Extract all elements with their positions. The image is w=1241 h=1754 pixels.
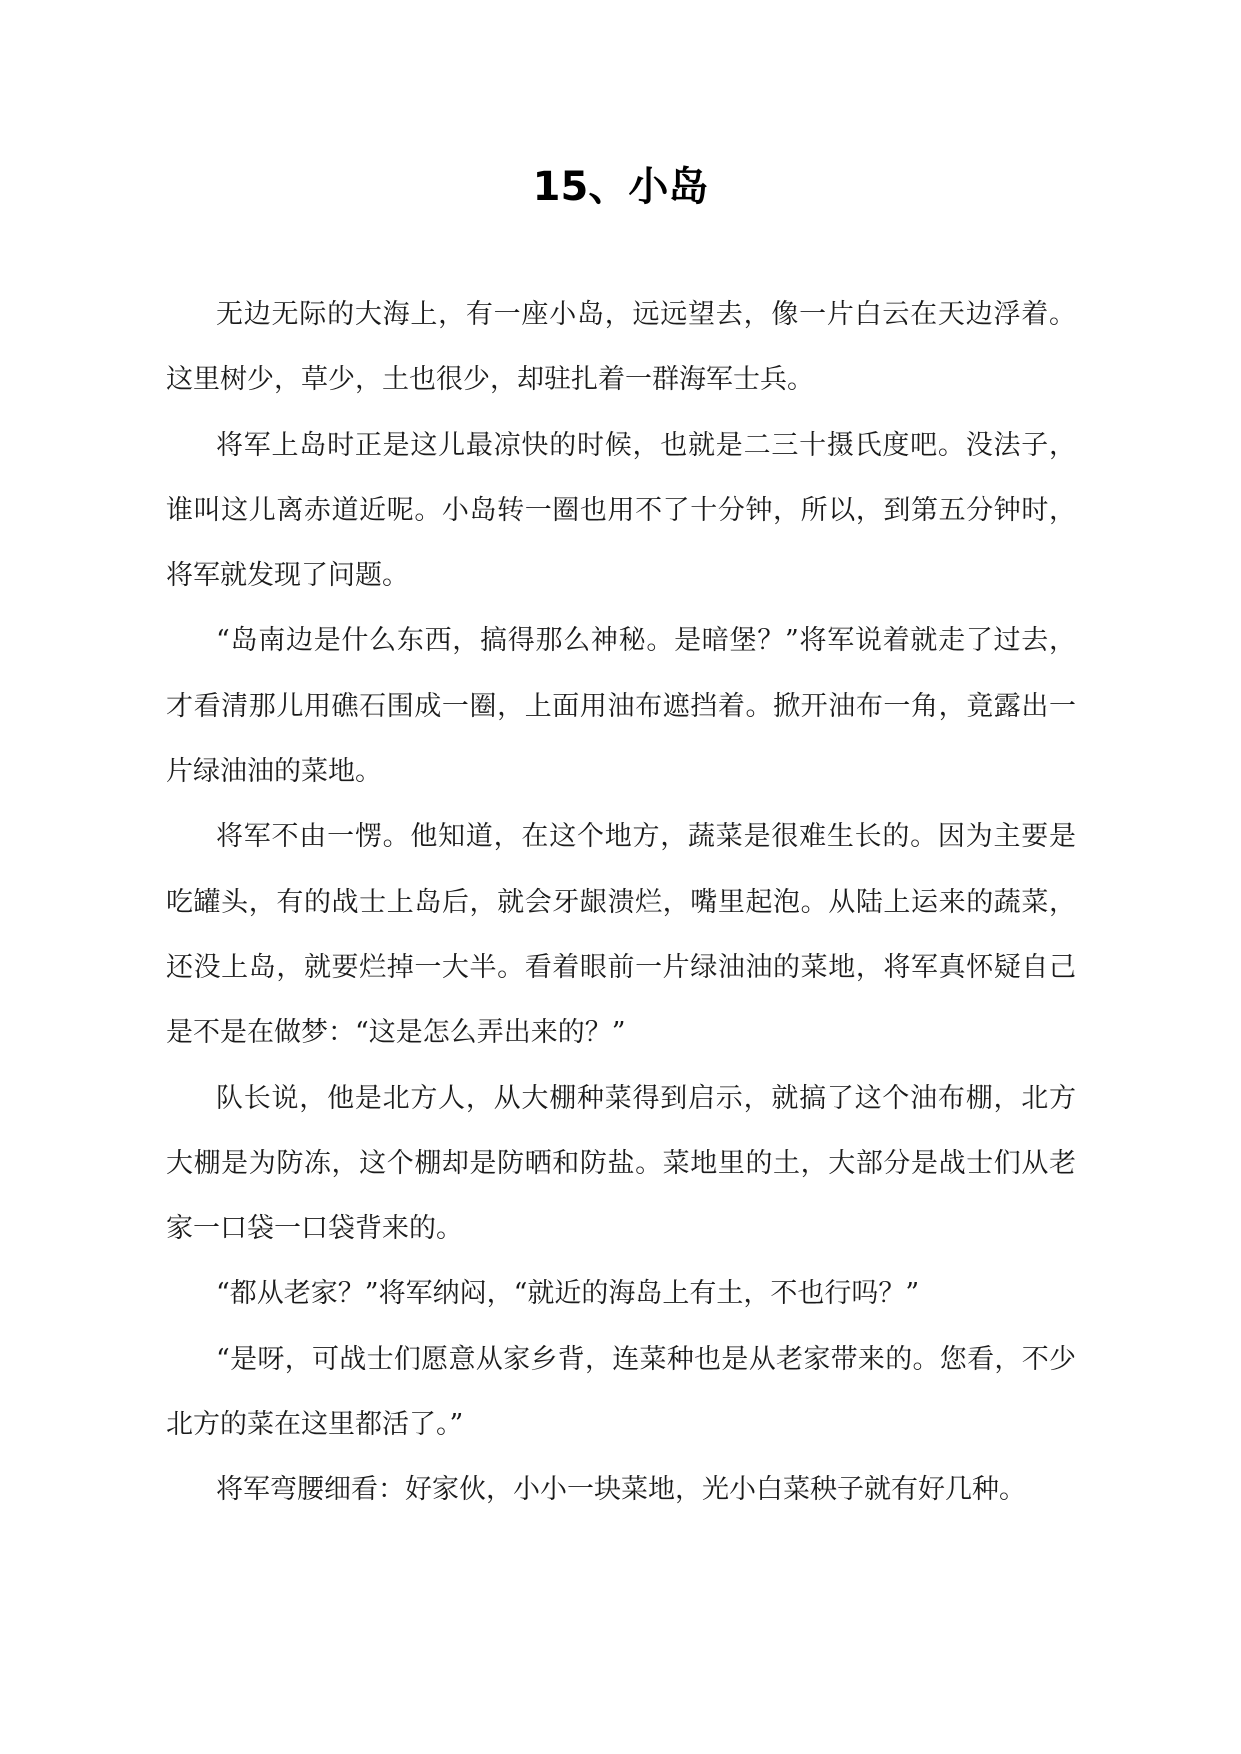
document-body xyxy=(166,282,1076,1523)
document-title: 15、小岛 xyxy=(532,164,709,210)
paragraph: 将军不由一愣。他知道，在这个地方，蔬菜是很难生长的。因为主要是吃罐头，有的战士上岛后，就会牙龈溃烂，嘴里起泡。从陆上运来的蔬菜，还没上岛，就要烂掉一大半。看着眼前一片绿油油的菜地，将军真怀疑自己是不是在做梦：“这是怎么弄出来的？” xyxy=(166,821,1076,1049)
paragraph: “都从老家？”将军纳闷，“就近的海岛上有土，不也行吗？” xyxy=(216,1278,920,1310)
paragraph: 将军弯腰细看：好家伙，小小一块菜地，光小白菜秧子就有好几种。 xyxy=(216,1474,1026,1506)
paragraph: 队长说，他是北方人，从大棚种菜得到启示，就搞了这个油布棚，北方大棚是为防冻，这个棚却是防晒和防盐。菜地里的土，大部分是战士们从老家一口袋一口袋背来的。 xyxy=(166,1082,1076,1245)
paragraph: 将军上岛时正是这儿最凉快的时候，也就是二三十摄氏度吧。没法子，谁叫这儿离赤道近呢。小岛转一圈也用不了十分钟，所以，到第五分钟时，将军就发现了问题。 xyxy=(166,429,1076,592)
paragraph: 无边无际的大海上，有一座小岛，远远望去，像一片白云在天边浮着。这里树少，草少，土也很少，却驻扎着一群海军士兵。 xyxy=(166,299,1076,396)
paragraph: “岛南边是什么东西，搞得那么神秘。是暗堡？”将军说着就走了过去，才看清那儿用礁石围成一圈，上面用油布遮挡着。掀开油布一角，竟露出一片绿油油的菜地。 xyxy=(166,625,1076,788)
paragraph: “是呀，可战士们愿意从家乡背，连菜种也是从老家带来的。您看，不少北方的菜在这里都活了。” xyxy=(166,1343,1076,1441)
